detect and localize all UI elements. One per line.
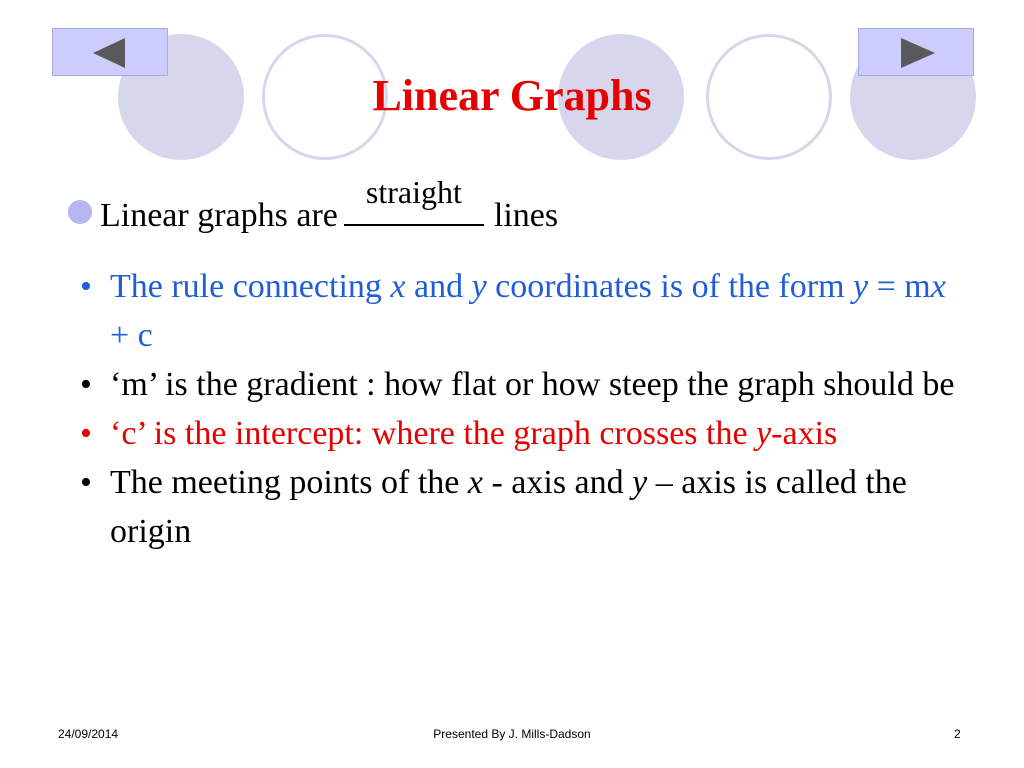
variable-x: x — [390, 268, 406, 305]
sub-bullet-intercept — [80, 409, 960, 458]
text-segment: The rule connecting — [110, 268, 391, 305]
bullet-icon: • — [80, 268, 92, 305]
fill-in-blank — [344, 174, 484, 226]
sub-bullet-rule — [80, 262, 960, 360]
bullet-dot-icon — [68, 200, 92, 224]
variable-y: y — [632, 464, 648, 501]
text-segment: -axis — [771, 415, 838, 452]
text-segment: The meeting points of the — [110, 464, 468, 501]
main-bullet-text — [100, 174, 559, 237]
footer-presenter: Presented By J. Mills-Dadson — [433, 727, 591, 741]
text-segment: + c — [110, 317, 153, 354]
sub-bullet-gradient — [80, 360, 960, 409]
text-segment: coordinates is of the form — [486, 268, 854, 305]
bullet-icon: • — [80, 415, 92, 452]
slide-title: Linear Graphs — [372, 71, 652, 120]
variable-y: y — [756, 415, 772, 452]
footer-date: 24/09/2014 — [58, 727, 119, 741]
text-segment: ‘m’ is the gradient : how flat or how steep the graph should be — [110, 366, 955, 403]
variable-y: y — [853, 268, 869, 305]
variable-y: y — [471, 268, 487, 305]
variable-x: x — [930, 268, 946, 305]
text-segment: - axis and — [482, 464, 633, 501]
sub-bullet-origin — [80, 458, 960, 556]
text-segment: and — [405, 268, 472, 305]
text-segment: ‘c’ is the intercept: where the graph crosses the — [110, 415, 757, 452]
blank-answer: straight — [365, 174, 462, 210]
bullet-icon: • — [80, 464, 92, 501]
main-bullet-after: lines — [493, 197, 559, 234]
variable-x: x — [467, 464, 483, 501]
bullet-icon: • — [80, 366, 92, 403]
sub-bullet-list — [80, 262, 960, 556]
main-bullet-before: Linear graphs are — [100, 197, 338, 234]
text-segment: = m — [868, 268, 931, 305]
footer-page-number: 2 — [954, 727, 961, 741]
text-segment: – axis is called the origin — [110, 464, 907, 550]
